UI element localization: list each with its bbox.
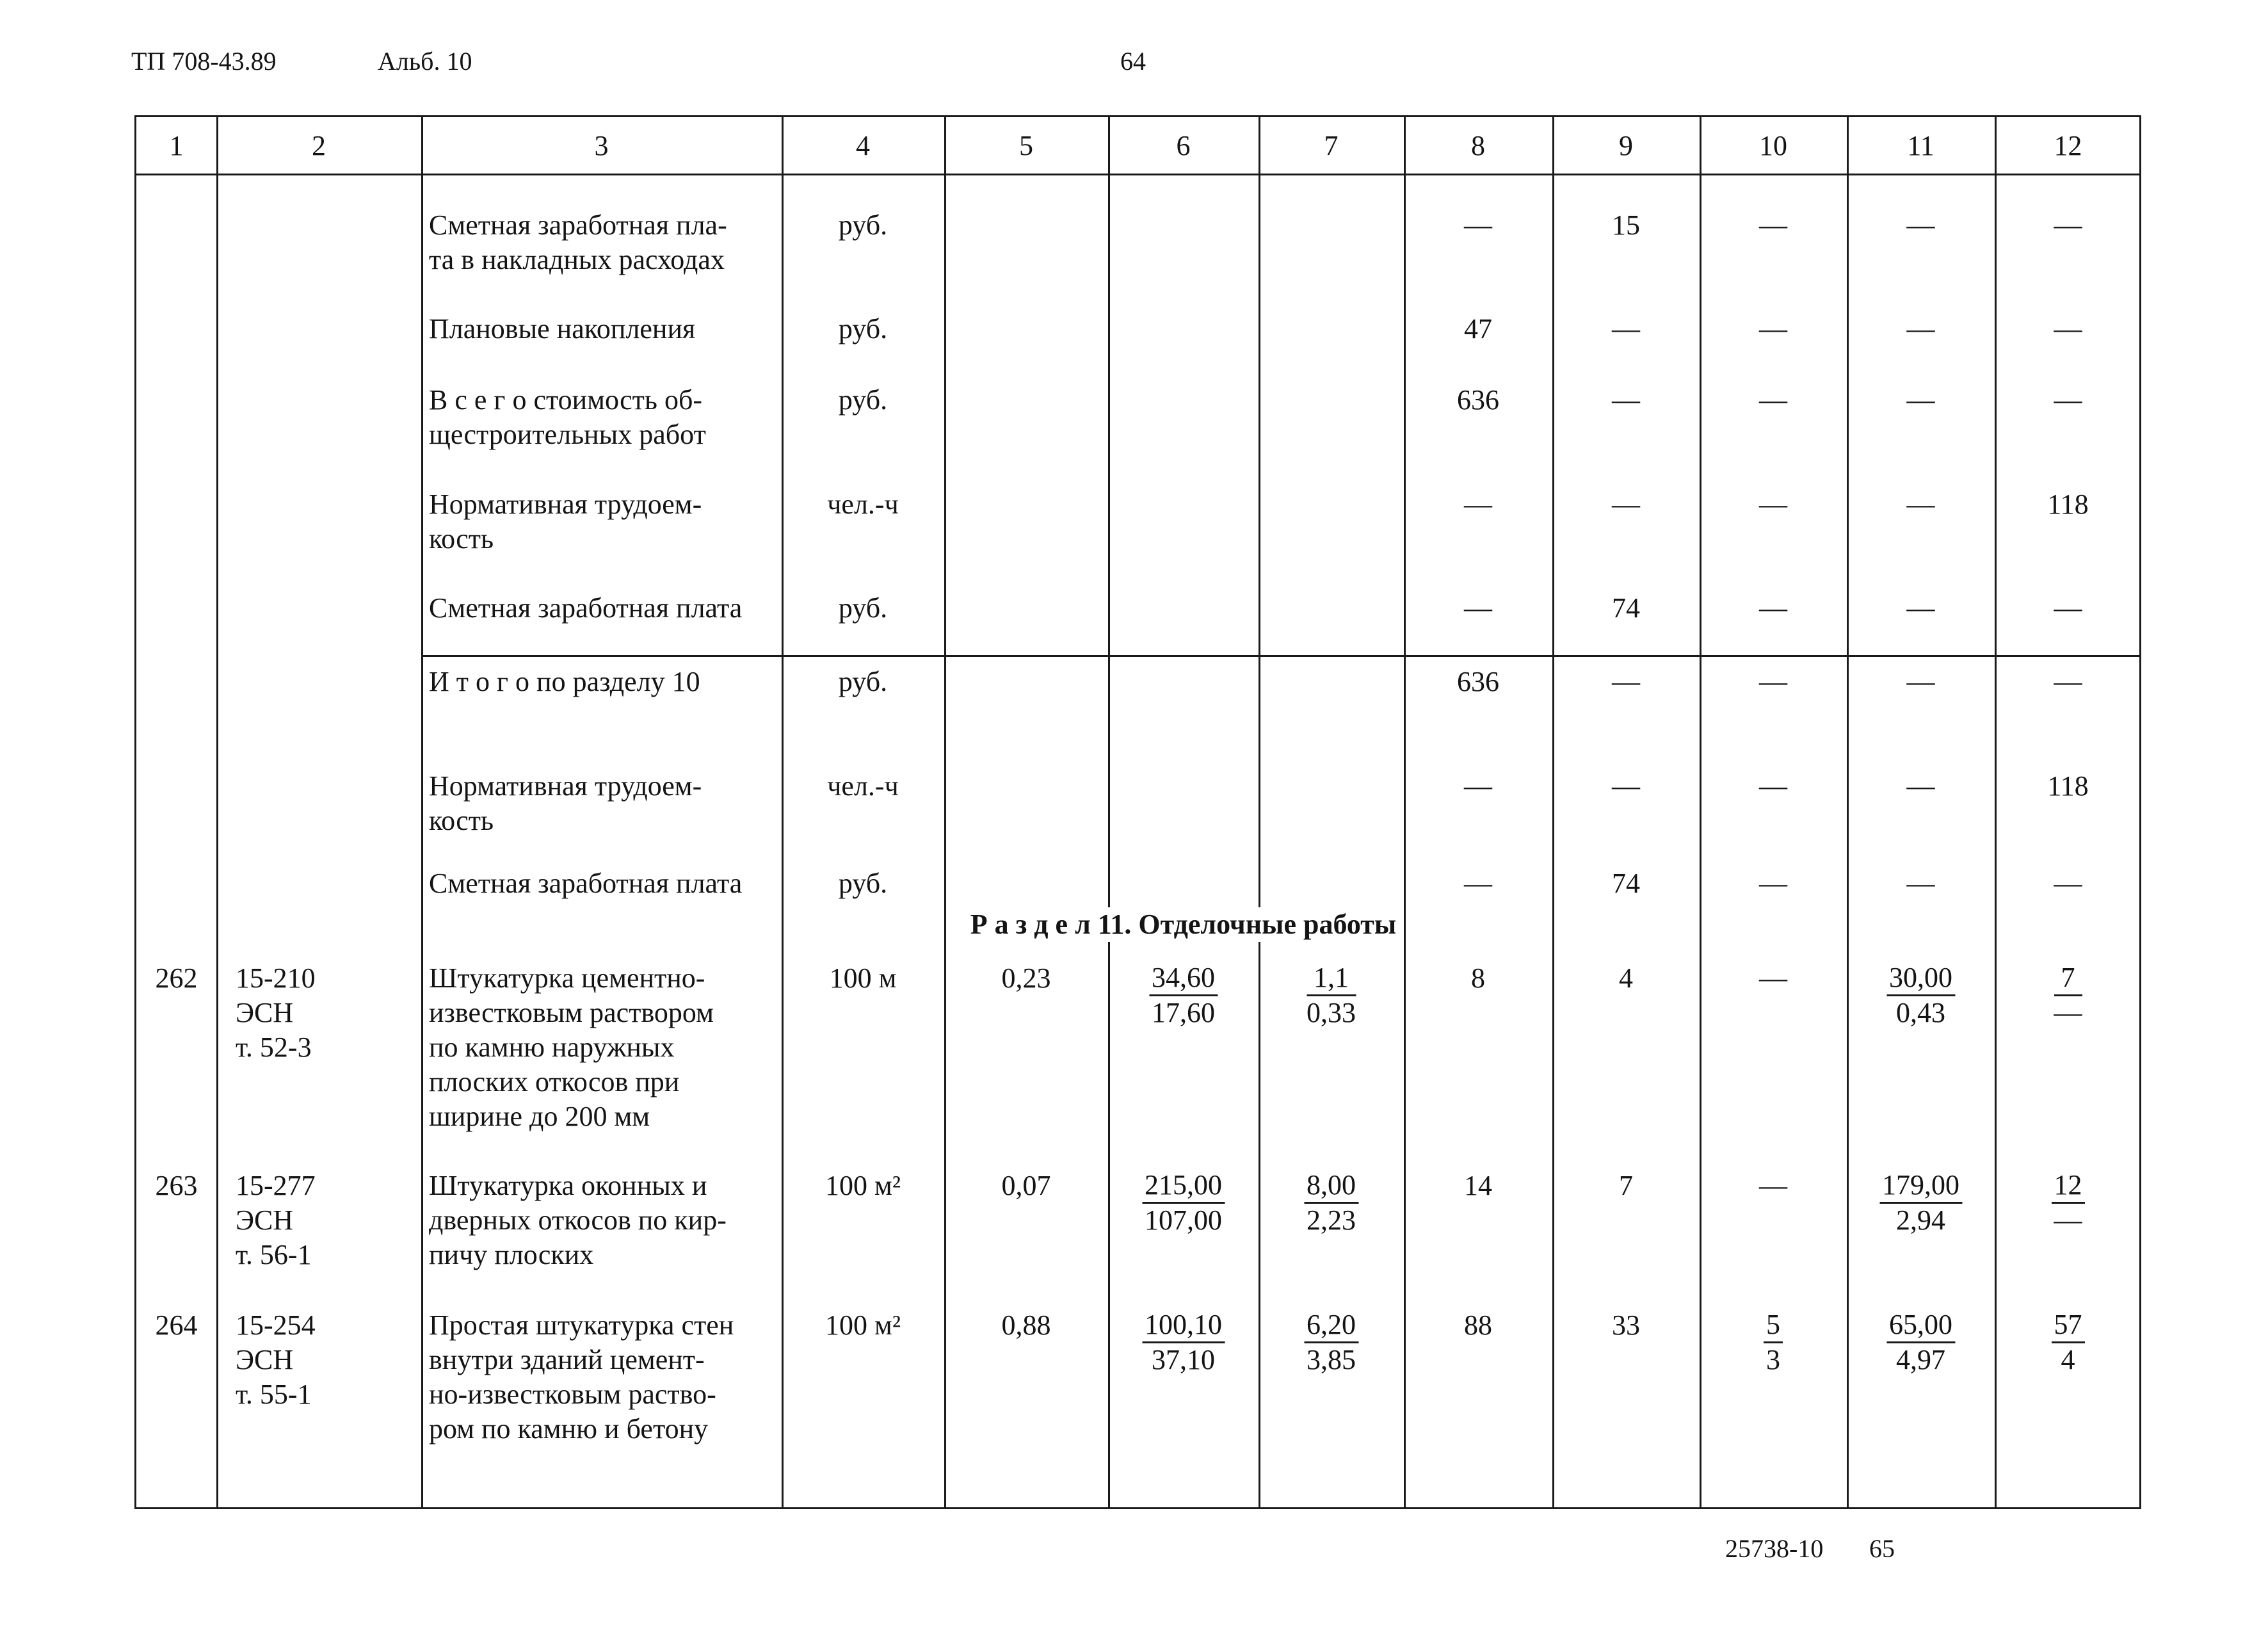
col-10-value: — — [1759, 313, 1787, 344]
col-11-value: — — [1906, 384, 1935, 416]
column-header: 6 — [1176, 130, 1191, 161]
column-header: 10 — [1759, 130, 1787, 161]
norm-code: ЭСН — [236, 997, 294, 1028]
summary-label: В с е г о стоимость об- — [429, 384, 702, 416]
summary-label: Сметная заработная плата — [429, 592, 743, 624]
col-11-value: — — [1906, 209, 1935, 241]
col-7-value — [1304, 1308, 1358, 1377]
summary-label: Нормативная трудоем- — [429, 770, 702, 802]
col-10-value: — — [1759, 868, 1787, 899]
col-10-value: — — [1759, 489, 1787, 520]
col-8-value: 47 — [1464, 313, 1492, 344]
column-header: 7 — [1324, 130, 1339, 161]
col-12-value — [2052, 1169, 2085, 1237]
summary-label: кость — [429, 523, 494, 554]
col-12-value: — — [2054, 666, 2082, 697]
work-description: известковым раствором — [429, 997, 714, 1028]
col-8-value: 14 — [1464, 1170, 1492, 1201]
work-description: дверных откосов по кир- — [429, 1204, 727, 1236]
col-7-value-denominator: 0,33 — [1307, 997, 1356, 1028]
col-9-value: 15 — [1612, 209, 1640, 241]
album-label: Альб. 10 — [378, 47, 472, 76]
doc-number: ТП 708-43.89 — [131, 47, 277, 76]
col-9-value: — — [1612, 770, 1640, 802]
quantity: 0,07 — [1001, 1170, 1051, 1201]
item-number: 263 — [155, 1170, 198, 1201]
column-divider — [421, 117, 423, 1507]
norm-code: 15-254 — [236, 1309, 316, 1341]
col-7-value-numerator: 1,1 — [1307, 961, 1356, 996]
work-description: Штукатурка цементно- — [429, 962, 705, 994]
col-12-value-denominator: — — [2054, 1204, 2082, 1236]
section-title: Р а з д е л 11. Отделочные работы — [967, 907, 1401, 942]
col-8-value: 88 — [1464, 1309, 1492, 1341]
col-11-value: — — [1906, 868, 1935, 899]
footer-page: 65 — [1869, 1534, 1895, 1563]
col-11-value: — — [1906, 489, 1935, 520]
column-header: 8 — [1471, 130, 1485, 161]
unit: руб. — [838, 384, 888, 416]
col-10-value-numerator: 5 — [1764, 1308, 1783, 1343]
work-description: но-известковым раство- — [429, 1379, 716, 1410]
quantity: 0,88 — [1001, 1309, 1051, 1341]
col-8-value: — — [1464, 489, 1492, 520]
column-divider — [1259, 117, 1260, 1507]
unit: чел.-ч — [827, 489, 899, 520]
column-header: 11 — [1907, 130, 1934, 161]
col-11-value: — — [1906, 666, 1935, 697]
work-description: Штукатурка оконных и — [429, 1170, 707, 1201]
col-10-value: — — [1759, 384, 1787, 416]
column-header: 2 — [312, 130, 326, 161]
summary-label: та в накладных расходах — [429, 244, 725, 275]
col-10-value: — — [1759, 666, 1787, 697]
column-header: 4 — [856, 130, 870, 161]
col-9-value: 4 — [1619, 962, 1633, 994]
col-12-value — [2054, 961, 2082, 1030]
col-9-value: 74 — [1612, 592, 1640, 624]
column-divider — [944, 117, 946, 1507]
norm-code: т. 55-1 — [236, 1379, 312, 1410]
summary-label: И т о г о по разделу 10 — [429, 666, 700, 697]
summary-label: щестроительных работ — [429, 419, 706, 450]
unit: 100 м — [829, 962, 897, 994]
col-10-value: — — [1759, 592, 1787, 624]
unit: руб. — [838, 313, 888, 344]
col-6-value-denominator: 37,10 — [1152, 1344, 1215, 1375]
col-12-value: — — [2054, 868, 2082, 899]
column-divider — [1847, 117, 1849, 1507]
col-8-value: 8 — [1471, 962, 1485, 994]
col-6-value — [1142, 1169, 1225, 1237]
work-description: плоских откосов при — [429, 1066, 680, 1097]
summary-label: Сметная заработная плата — [429, 868, 743, 899]
work-description: внутри зданий цемент- — [429, 1344, 705, 1375]
work-description: Простая штукатурка стен — [429, 1309, 734, 1341]
work-description: пичу плоских — [429, 1239, 594, 1270]
col-6-value-numerator: 34,60 — [1149, 961, 1218, 996]
col-11-value: — — [1906, 592, 1935, 624]
norm-code: ЭСН — [236, 1204, 294, 1236]
work-description: ширине до 200 мм — [429, 1101, 650, 1132]
column-divider — [1108, 117, 1110, 1507]
summary-label: Плановые накопления — [429, 313, 696, 344]
col-6-value-denominator: 17,60 — [1152, 997, 1215, 1028]
col-11-value-denominator: 4,97 — [1896, 1344, 1945, 1375]
unit: руб. — [838, 666, 888, 697]
col-12-value-denominator: — — [2054, 997, 2082, 1028]
col-12-value: 118 — [2047, 770, 2089, 802]
col-6-value — [1149, 961, 1218, 1030]
col-12-value: — — [2054, 592, 2082, 624]
col-9-value: 74 — [1612, 868, 1640, 899]
col-8-value: 636 — [1457, 384, 1499, 416]
page-number: 64 — [1120, 47, 1146, 76]
col-6-value-numerator: 100,10 — [1142, 1308, 1225, 1343]
column-divider — [1700, 117, 1701, 1507]
column-divider — [1552, 117, 1554, 1507]
work-description: ром по камню и бетону — [429, 1413, 709, 1445]
column-divider — [216, 117, 218, 1507]
column-header: 9 — [1619, 130, 1633, 161]
col-7-value — [1307, 961, 1356, 1030]
col-11-value-numerator: 30,00 — [1886, 961, 1955, 996]
col-11-value — [1886, 961, 1955, 1030]
col-12-value: — — [2054, 313, 2082, 344]
col-7-value-numerator: 8,00 — [1304, 1169, 1358, 1204]
item-number: 264 — [155, 1309, 198, 1341]
col-11-value-denominator: 0,43 — [1896, 997, 1945, 1028]
col-10-value-denominator: 3 — [1766, 1344, 1780, 1375]
col-12-value-numerator: 57 — [2052, 1308, 2085, 1343]
col-6-value — [1142, 1308, 1225, 1377]
col-11-value: — — [1906, 770, 1935, 802]
column-divider — [1995, 117, 1997, 1507]
summary-label: кость — [429, 805, 494, 836]
norm-code: 15-277 — [236, 1170, 316, 1201]
work-description: по камню наружных — [429, 1032, 675, 1063]
col-10-value: — — [1759, 962, 1787, 994]
column-header: 3 — [594, 130, 609, 161]
col-9-value: 7 — [1619, 1170, 1633, 1201]
quantity: 0,23 — [1001, 962, 1051, 994]
col-12-value: — — [2054, 209, 2082, 241]
col-9-value: — — [1612, 666, 1640, 697]
col-11-value — [1879, 1169, 1962, 1237]
column-divider — [782, 117, 784, 1507]
col-12-value — [2052, 1308, 2085, 1377]
col-10-value: — — [1759, 209, 1787, 241]
norm-code: 15-210 — [236, 962, 316, 994]
col-10-value — [1764, 1308, 1783, 1377]
col-12-value-denominator: 4 — [2061, 1344, 2075, 1375]
col-7-value-numerator: 6,20 — [1304, 1308, 1358, 1343]
col-9-value: — — [1612, 489, 1640, 520]
col-6-value-numerator: 215,00 — [1142, 1169, 1225, 1204]
summary-label: Нормативная трудоем- — [429, 489, 702, 520]
footer-code: 25738-10 — [1725, 1534, 1824, 1563]
col-11-value: — — [1906, 313, 1935, 344]
col-11-value — [1886, 1308, 1955, 1377]
unit: 100 м² — [824, 1170, 901, 1201]
unit: руб. — [838, 209, 888, 241]
col-8-value: 636 — [1457, 666, 1499, 697]
col-7-value-denominator: 2,23 — [1307, 1204, 1356, 1236]
col-8-value: — — [1464, 770, 1492, 802]
col-8-value: — — [1464, 592, 1492, 624]
col-6-value-denominator: 107,00 — [1145, 1204, 1222, 1236]
col-11-value-denominator: 2,94 — [1896, 1204, 1945, 1236]
block-rule — [421, 655, 2139, 657]
col-8-value: — — [1464, 868, 1492, 899]
norm-code: т. 52-3 — [236, 1032, 312, 1063]
summary-label: Сметная заработная пла- — [429, 209, 727, 241]
unit: чел.-ч — [827, 770, 899, 802]
item-number: 262 — [155, 962, 198, 994]
estimate-table — [134, 115, 2141, 1509]
col-10-value: — — [1759, 1170, 1787, 1201]
col-9-value: 33 — [1612, 1309, 1640, 1341]
unit: руб. — [838, 868, 888, 899]
col-7-value — [1304, 1169, 1358, 1237]
col-11-value-numerator: 179,00 — [1879, 1169, 1962, 1204]
col-12-value-numerator: 12 — [2052, 1169, 2085, 1204]
col-9-value: — — [1612, 384, 1640, 416]
col-7-value-denominator: 3,85 — [1307, 1344, 1356, 1375]
unit: 100 м² — [824, 1309, 901, 1341]
norm-code: ЭСН — [236, 1344, 294, 1375]
unit: руб. — [838, 592, 888, 624]
col-8-value: — — [1464, 209, 1492, 241]
col-12-value: — — [2054, 384, 2082, 416]
column-header: 12 — [2054, 130, 2082, 161]
header-rule — [136, 174, 2139, 175]
col-9-value: — — [1612, 313, 1640, 344]
col-12-value: 118 — [2047, 489, 2089, 520]
column-divider — [1404, 117, 1406, 1507]
column-header: 1 — [169, 130, 184, 161]
col-10-value: — — [1759, 770, 1787, 802]
col-11-value-numerator: 65,00 — [1886, 1308, 1955, 1343]
norm-code: т. 56-1 — [236, 1239, 312, 1270]
column-header: 5 — [1019, 130, 1033, 161]
col-12-value-numerator: 7 — [2054, 961, 2082, 996]
